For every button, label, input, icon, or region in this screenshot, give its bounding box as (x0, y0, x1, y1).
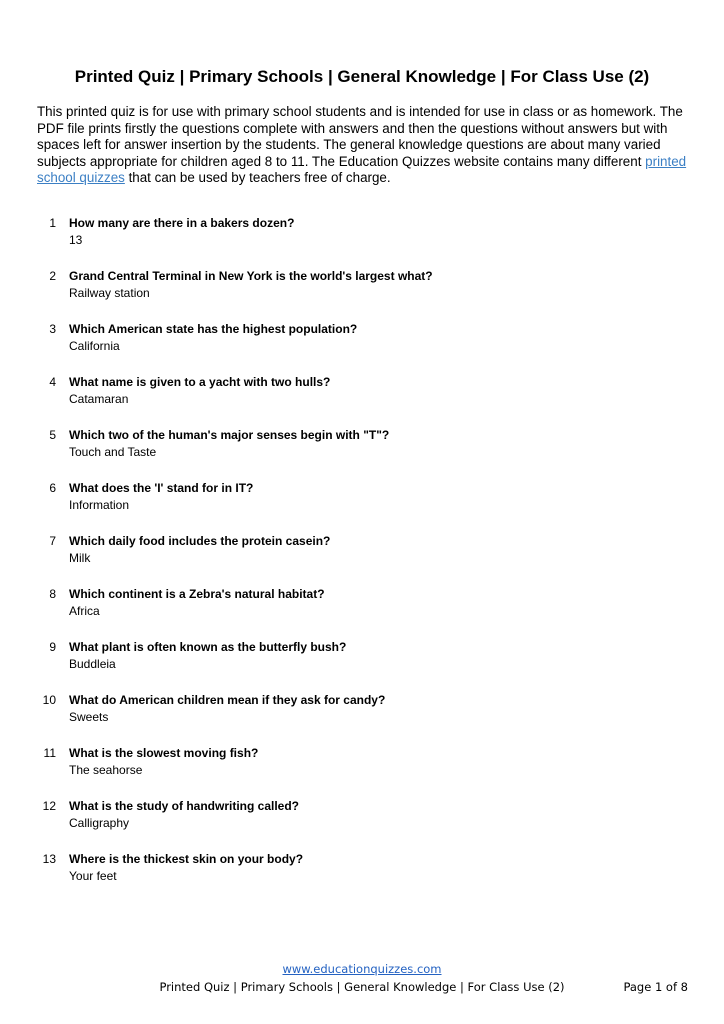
question-text: What plant is often known as the butterfly bush? (69, 640, 347, 654)
question-item-4 (0, 372, 724, 425)
answer-text: The seahorse (69, 763, 143, 777)
answer-text: Your feet (69, 869, 117, 883)
answer-text: Railway station (69, 286, 150, 300)
answer-text: Information (69, 498, 130, 512)
question-number: 8 (49, 587, 56, 601)
question-text: Where is the thickest skin on your body? (69, 852, 304, 866)
question-number: 7 (49, 534, 56, 548)
question-item-3 (0, 319, 724, 372)
answer-text: Africa (69, 604, 100, 618)
page-title: Printed Quiz | Primary Schools | General Knowledge | For Class Use (2) (74, 67, 650, 86)
question-text: What is the slowest moving fish? (69, 746, 259, 760)
intro-paragraph (37, 104, 697, 187)
answer-text: Milk (69, 551, 91, 565)
answer-text: Catamaran (69, 392, 129, 406)
answer-text: Calligraphy (69, 816, 130, 830)
question-text: Which two of the human's major senses begin with "T"? (69, 428, 390, 442)
question-item-12 (0, 796, 724, 849)
question-item-2 (0, 266, 724, 319)
question-number: 5 (49, 428, 56, 442)
answer-text: Sweets (69, 710, 109, 724)
question-text: Grand Central Terminal in New York is the world's largest what? (69, 269, 433, 283)
question-text: What does the 'I' stand for in IT? (69, 481, 254, 495)
question-text: Which daily food includes the protein casein? (69, 534, 331, 548)
question-text: Which American state has the highest population? (69, 322, 358, 336)
answer-text: California (69, 339, 120, 353)
footer-title: Printed Quiz | Primary Schools | General Knowledge | For Class Use (2) (159, 980, 565, 994)
question-item-10 (0, 690, 724, 743)
question-number: 12 (42, 799, 56, 813)
answer-text: 13 (69, 233, 83, 247)
question-text: What is the study of handwriting called? (69, 799, 300, 813)
page-number: Page 1 of 8 (623, 980, 688, 994)
question-item-1 (0, 213, 724, 266)
answer-text: Touch and Taste (69, 445, 157, 459)
question-number: 9 (49, 640, 56, 654)
question-text: Which continent is a Zebra's natural habitat? (69, 587, 325, 601)
question-number: 3 (49, 322, 56, 336)
question-item-11 (0, 743, 724, 796)
question-number: 6 (49, 481, 56, 495)
question-number: 1 (49, 216, 56, 230)
question-item-8 (0, 584, 724, 637)
answer-text: Buddleia (69, 657, 116, 671)
question-number: 11 (43, 746, 56, 760)
question-text: What name is given to a yacht with two hulls? (69, 375, 331, 389)
footer-website-link[interactable]: www.educationquizzes.com (282, 962, 442, 976)
question-item-9 (0, 637, 724, 690)
question-list (0, 213, 724, 902)
question-number: 4 (49, 375, 56, 389)
question-text: What do American children mean if they ask for candy? (69, 693, 386, 707)
question-item-6 (0, 478, 724, 531)
question-number: 2 (49, 269, 56, 283)
question-number: 10 (42, 693, 56, 707)
question-text: How many are there in a bakers dozen? (69, 216, 295, 230)
question-item-13 (0, 849, 724, 902)
question-number: 13 (42, 852, 56, 866)
printed-school-quizzes-link[interactable]: printed school quizzes (37, 153, 687, 186)
intro-text-before-link: This printed quiz is for use with primary school students and is intended for use in class or as homework. The PDF file prints firstly the questions complete with answers and then the questions without answers but with spaces left for answer insertion by the students. The general knowledge questions are about many varied subjects appropriate for children aged 8 to 11. The Education Quizzes website contains many different (37, 104, 683, 169)
intro-text-after-link: that can be used by teachers free of charge. (124, 170, 391, 186)
question-item-7 (0, 531, 724, 584)
question-item-5 (0, 425, 724, 478)
